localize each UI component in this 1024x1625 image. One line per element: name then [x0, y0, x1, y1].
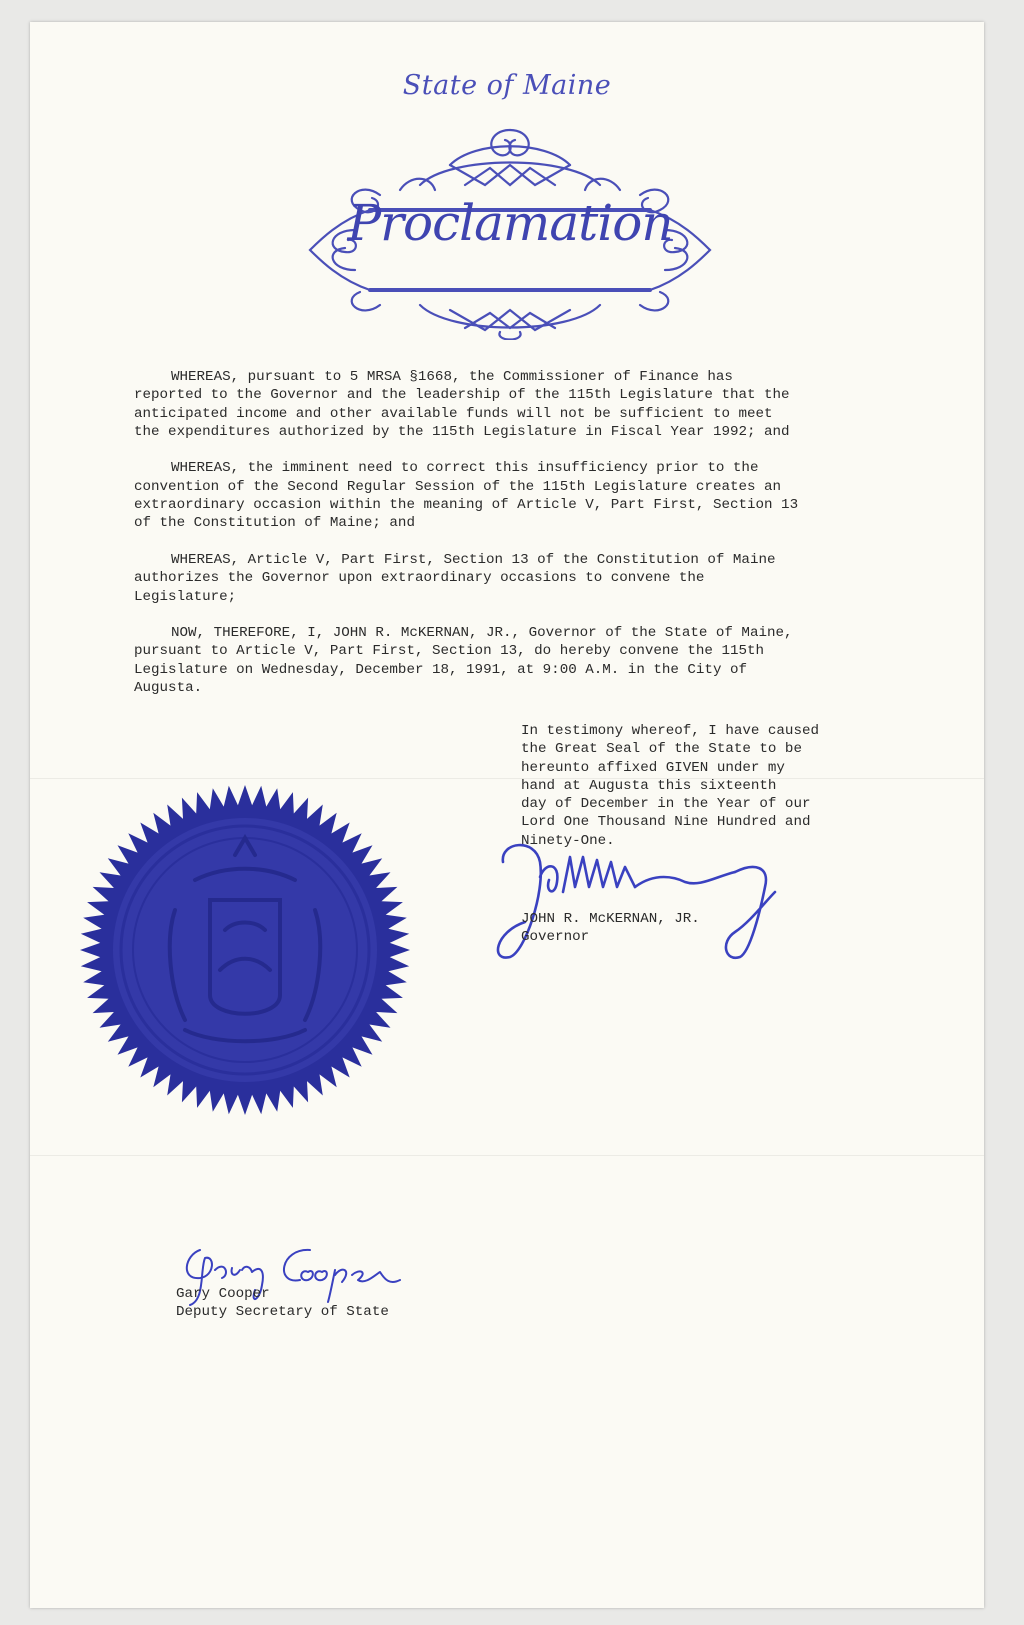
- secretary-name: Gary Cooper: [176, 1286, 270, 1302]
- governor-signature-text: John McKernan: [505, 967, 512, 968]
- governor-title: Governor: [521, 929, 590, 946]
- great-seal-icon: [75, 780, 415, 1120]
- governor-name: JOHN R. McKERNAN, JR.: [521, 911, 700, 927]
- secretary-signature-text: Gary Cooper: [170, 1309, 177, 1310]
- therefore-paragraph: NOW, THEREFORE, I, JOHN R. McKERNAN, JR., Governor of the State of Maine, pursuant to Article V, Part First, Section 13, do hereby convene the 115th Legislature on Wednesday, December 18, 1991, at 9:00 A.M. in the City of Augusta.: [134, 625, 793, 697]
- proclamation-body: [134, 368, 894, 716]
- state-title: State of Maine: [402, 70, 612, 101]
- governor-name-block: [521, 910, 700, 947]
- proclamation-document: [30, 22, 984, 1608]
- secretary-title: Deputy Secretary of State: [176, 1304, 389, 1321]
- whereas-paragraph: WHEREAS, Article V, Part First, Section 13 of the Constitution of Maine authorizes the Governor upon extraordinary occasions to convene the Legislature;: [134, 551, 776, 605]
- secretary-name-block: [176, 1285, 389, 1322]
- proclamation-title: Proclamation: [347, 194, 673, 252]
- testimony-clause: In testimony whereof, I have caused the Great Seal of the State to be hereunto affixed GIVEN under my hand at Augusta this sixteenth day of December in the Year of our Lord One Thousand Nine Hundred and Ninety-One.: [521, 723, 819, 849]
- governor-signature: [485, 832, 785, 972]
- whereas-paragraph: WHEREAS, the imminent need to correct this insufficiency prior to the convention of the Second Regular Session of the 115th Legislature creates an extraordinary occasion within the meaning of Article V, Part First, Section 13 of the Constitution of Maine; and: [134, 460, 799, 532]
- whereas-paragraph: WHEREAS, pursuant to 5 MRSA §1668, the Commissioner of Finance has reported to the Governor and the leadership of the 115th Legislature that the anticipated income and other available funds will not be sufficient to meet the expenditures authorized by the 115th Legislature in Fiscal Year 1992; and: [134, 369, 790, 440]
- fold-line: [30, 1155, 984, 1156]
